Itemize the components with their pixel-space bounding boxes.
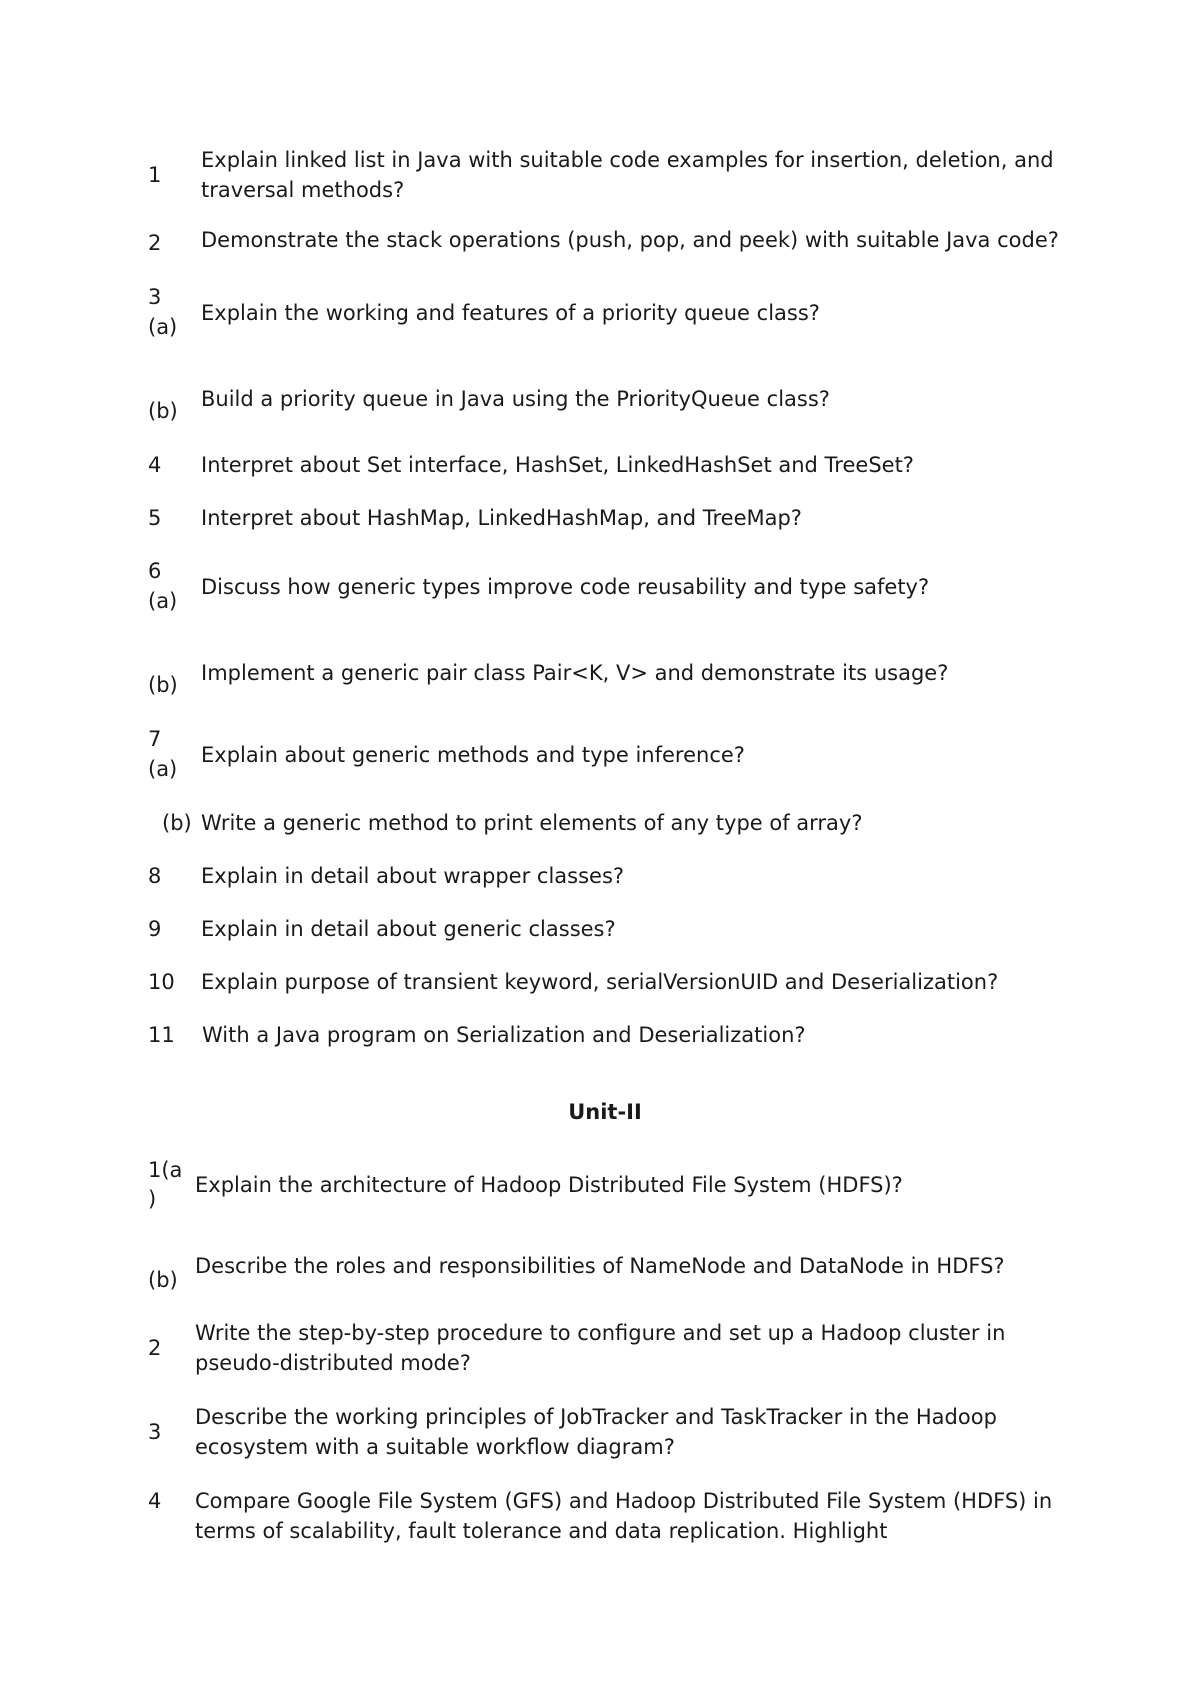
- question-text: Implement a generic pair class Pair<K, V> and demonstrate its usage?: [201, 661, 949, 685]
- question-text: Discuss how generic types improve code reusability and type safety?: [201, 575, 930, 599]
- question-number: 2: [148, 231, 162, 255]
- question-number: 4: [148, 453, 162, 477]
- unit-heading: [0, 1097, 1200, 1127]
- question-text: Write a generic method to print elements of any type of array?: [201, 811, 863, 835]
- question-subpart: (a): [148, 757, 178, 781]
- question-number: 1(a: [148, 1158, 183, 1182]
- question-text: Explain in detail about wrapper classes?: [201, 864, 625, 888]
- question-number: 1: [148, 163, 162, 187]
- question-text: Write the step-by-step procedure to configure and set up a Hadoop cluster in pseudo-distributed mode?: [195, 1321, 1006, 1375]
- question-number: 11: [148, 1023, 175, 1047]
- question-number: 2: [148, 1336, 162, 1360]
- question-text: Describe the roles and responsibilities of NameNode and DataNode in HDFS?: [195, 1254, 1005, 1278]
- question-text: Explain the working and features of a priority queue class?: [201, 301, 820, 325]
- question-subpart: (b): [162, 811, 192, 835]
- question-text: Interpret about HashMap, LinkedHashMap, and TreeMap?: [201, 506, 802, 530]
- question-number: 9: [148, 917, 162, 941]
- question-number: 3: [148, 1420, 162, 1444]
- question-subpart: (b): [148, 673, 178, 697]
- question-number: 6: [148, 559, 162, 583]
- unit-heading-text: Unit-II: [568, 1100, 642, 1124]
- question-subpart: (a): [148, 315, 178, 339]
- question-number: 8: [148, 864, 162, 888]
- question-text: Explain in detail about generic classes?: [201, 917, 616, 941]
- question-subpart: (b): [148, 1268, 178, 1292]
- question-text: Demonstrate the stack operations (push, pop, and peek) with suitable Java code?: [201, 228, 1059, 252]
- question-number: 4: [148, 1489, 162, 1513]
- question-text: Interpret about Set interface, HashSet, LinkedHashSet and TreeSet?: [201, 453, 914, 477]
- question-number: 3: [148, 285, 162, 309]
- question-text: Build a priority queue in Java using the PriorityQueue class?: [201, 387, 830, 411]
- question-text: With a Java program on Serialization and Deserialization?: [202, 1023, 806, 1047]
- question-text: Explain purpose of transient keyword, serialVersionUID and Deserialization?: [201, 970, 999, 994]
- question-subpart: (b): [148, 399, 178, 423]
- question-text: Explain about generic methods and type inference?: [201, 743, 745, 767]
- question-number: 10: [148, 970, 175, 994]
- question-text: Compare Google File System (GFS) and Hadoop Distributed File System (HDFS) in terms of scalability, fault tolerance and data replication. Highlight: [195, 1489, 1053, 1543]
- question-number-cont: ): [148, 1187, 157, 1211]
- question-text: Explain the architecture of Hadoop Distributed File System (HDFS)?: [195, 1173, 903, 1197]
- question-text: Explain linked list in Java with suitable code examples for insertion, deletion, and traversal methods?: [201, 148, 1054, 202]
- question-number: 5: [148, 506, 162, 530]
- question-subpart: (a): [148, 589, 178, 613]
- question-number: 7: [148, 727, 162, 751]
- question-text: Describe the working principles of JobTracker and TaskTracker in the Hadoop ecosystem with a suitable workflow diagram?: [195, 1405, 997, 1459]
